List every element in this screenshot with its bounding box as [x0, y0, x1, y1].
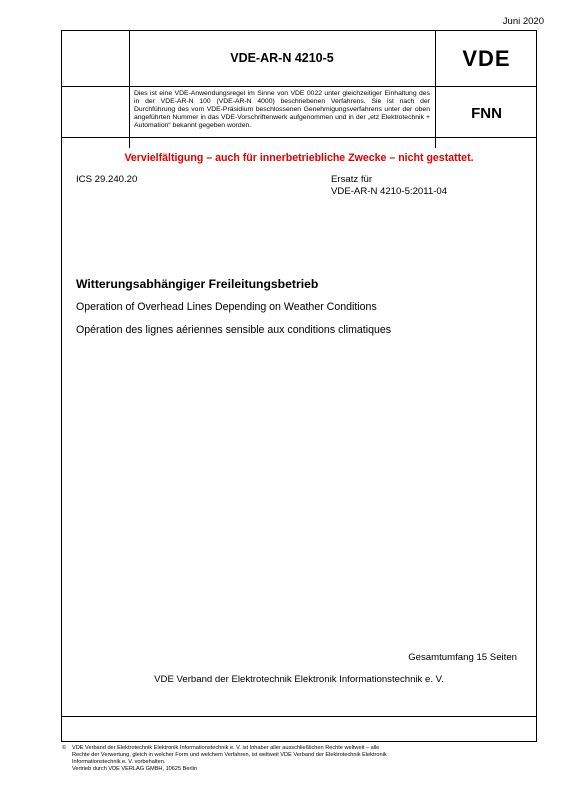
copyright-line: Informationstechnik e. V. vorbehalten.	[72, 759, 166, 765]
copyright-line: Rechte der Verwertung, gleich in welcher Form und welchem Verfahren, ist weltweit VDE Verband der Elektrotechnik Elektronik	[72, 752, 387, 758]
intro-text: Dies ist eine VDE-Anwendungsregel im Sinne von VDE 0022 unter gleichzeitiger Einhaltung des in der VDE-AR-N 100 (VDE-AR-N 4000) beschriebenen Verfahrens. Sie ist nach der Durchführung des vom VDE-Präsidium beschlossenen Genehmigungsverfahrens unter der oben angeführten Nummer in das VDE-Vorschriftenwerk aufgenommen und in der „etz Elektrotechnik + Automation“ bekannt gegeben worden.	[134, 90, 430, 130]
title-french: Opération des lignes aériennes sensible aux conditions climatiques	[76, 324, 392, 336]
title-german: Witterungsabhängiger Freileitungsbetrieb	[76, 277, 319, 291]
copyright-line: VDE Verband der Elektrotechnik Elektronik Informationstechnik e. V. ist Inhaber aller ausschließlichen Rechte weltweit – alle	[72, 745, 380, 751]
standard-number-cell	[129, 31, 435, 86]
replaces-value: VDE-AR-N 4210-5:2011-04	[331, 185, 448, 197]
document-frame	[61, 30, 537, 742]
distribution-line: Vertrieb durch VDE VERLAG GMBH, 10625 Berlin	[72, 766, 197, 772]
logo-cell	[435, 31, 538, 86]
standard-number: VDE-AR-N 4210-5	[230, 51, 334, 65]
publisher: VDE Verband der Elektrotechnik Elektronik Informationstechnik e. V.	[154, 674, 444, 685]
vde-logo: VDE	[462, 46, 511, 71]
publication-date: Juni 2020	[502, 16, 544, 27]
replaces-block	[331, 174, 447, 197]
copyright-symbol: ©	[62, 745, 67, 751]
fnn-label: FNN	[471, 105, 502, 122]
replaces-label: Ersatz für	[331, 174, 373, 185]
footer-divider	[62, 716, 536, 717]
total-pages: Gesamtumfang 15 Seiten	[408, 652, 517, 663]
intro-cell	[129, 86, 435, 137]
header-bottom-divider	[62, 137, 536, 138]
fnn-cell	[435, 86, 538, 137]
reproduction-notice: Vervielfältigung – auch für innerbetriebliche Zwecke – nicht gestattet.	[124, 152, 474, 164]
copyright-footer	[62, 745, 532, 773]
title-english: Operation of Overhead Lines Depending on Weather Conditions	[76, 301, 377, 313]
ics-code: ICS 29.240.20	[76, 174, 138, 185]
